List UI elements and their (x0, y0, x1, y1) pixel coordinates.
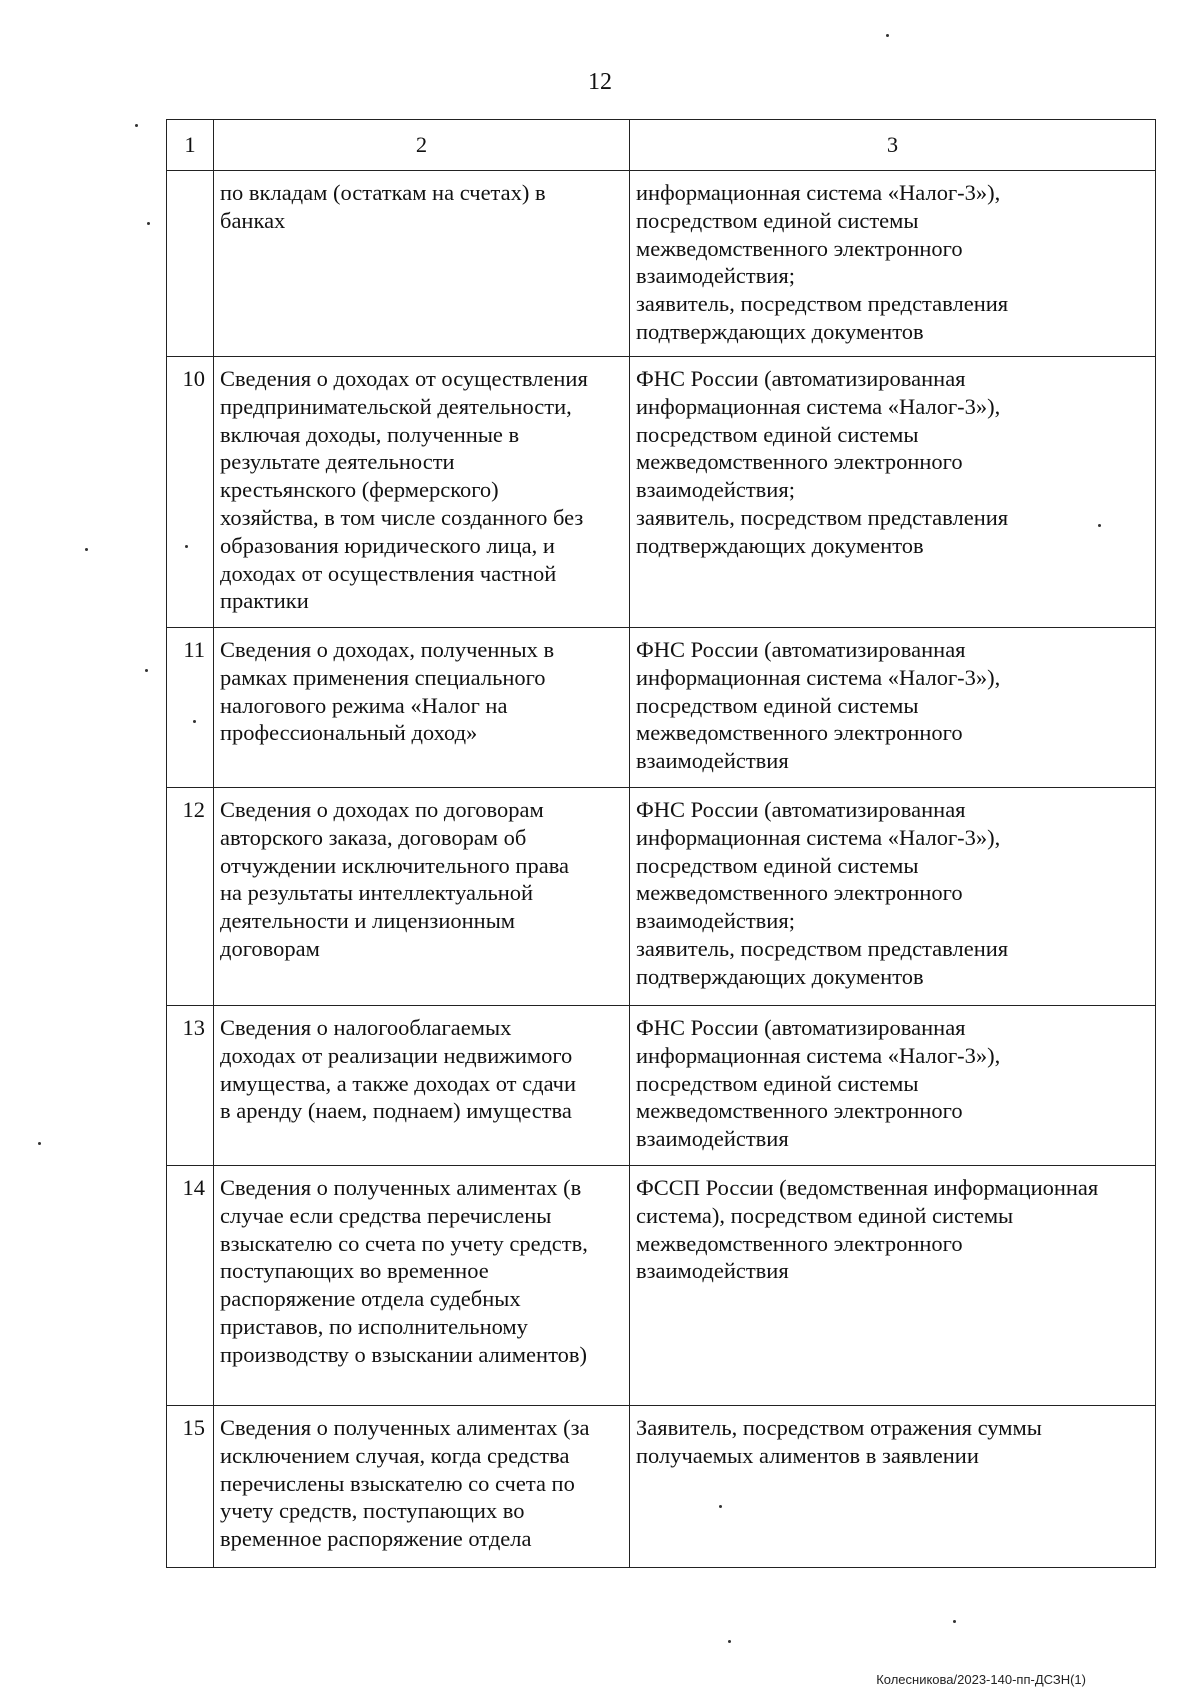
row-number (167, 171, 214, 357)
table-row (167, 628, 1156, 788)
scan-speck (85, 548, 88, 551)
document-footer-ref: Колесникова/2023-140-пп-ДСЗН(1) (876, 1672, 1086, 1687)
header-cell-col-2: 2 (214, 120, 630, 171)
row-info: Сведения о полученных алиментах (за исключением случая, когда средства перечислены взыскателю со счета по учету средств, поступающих во временное распоряжение отдела (214, 1406, 630, 1568)
scan-speck (953, 1620, 956, 1623)
scan-speck (1098, 524, 1101, 527)
scan-speck (38, 1142, 41, 1145)
row-number: 13 (167, 1006, 214, 1166)
header-cell-col-1: 1 (167, 120, 214, 171)
table-row (167, 1166, 1156, 1406)
row-number: 15 (167, 1406, 214, 1568)
table-row (167, 171, 1156, 357)
row-source: информационная система «Налог-3»), посредством единой системы межведомственного электронного взаимодействия; заявитель, посредством представления подтверждающих документов (630, 171, 1156, 357)
row-source: Заявитель, посредством отражения суммы получаемых алиментов в заявлении (630, 1406, 1156, 1568)
row-source: ФНС России (автоматизированная информационная система «Налог-3»), посредством единой системы межведомственного электронного взаимодействия (630, 628, 1156, 788)
row-source: ФССП России (ведомственная информационная система), посредством единой системы межведомственного электронного взаимодействия (630, 1166, 1156, 1406)
row-number: 14 (167, 1166, 214, 1406)
scan-speck (185, 545, 188, 548)
scan-speck (135, 124, 138, 127)
row-number: 10 (167, 357, 214, 628)
header-cell-col-3: 3 (630, 120, 1156, 171)
scan-speck (728, 1640, 731, 1643)
row-source: ФНС России (автоматизированная информационная система «Налог-3»), посредством единой системы межведомственного электронного взаимодействия; заявитель, посредством представления подтверждающих документов (630, 357, 1156, 628)
scan-speck (719, 1505, 722, 1508)
row-number: 11 (167, 628, 214, 788)
row-info: Сведения о полученных алиментах (в случае если средства перечислены взыскателю со счета по учету средств, поступающих во временное распоряжение отдела судебных приставов, по исполнительному производству о взыскании алиментов) (214, 1166, 630, 1406)
scan-speck (145, 669, 148, 672)
table-row (167, 357, 1156, 628)
scan-speck (147, 222, 150, 225)
row-number: 12 (167, 788, 214, 1006)
scan-speck (886, 34, 889, 37)
row-source: ФНС России (автоматизированная информационная система «Налог-3»), посредством единой системы межведомственного электронного взаимодействия; заявитель, посредством представления подтверждающих документов (630, 788, 1156, 1006)
scan-speck (193, 720, 196, 723)
row-source: ФНС России (автоматизированная информационная система «Налог-3»), посредством единой системы межведомственного электронного взаимодействия (630, 1006, 1156, 1166)
row-info: Сведения о доходах, полученных в рамках применения специального налогового режима «Налог на профессиональный доход» (214, 628, 630, 788)
document-table (166, 119, 1156, 1568)
table-row (167, 788, 1156, 1006)
table-row (167, 1406, 1156, 1568)
page-number: 12 (588, 69, 612, 95)
row-info: Сведения о доходах по договорам авторского заказа, договорам об отчуждении исключительного права на результаты интеллектуальной деятельности и лицензионным договорам (214, 788, 630, 1006)
table-header-row (167, 120, 1156, 171)
row-info: Сведения о налогооблагаемых доходах от реализации недвижимого имущества, а также доходах от сдачи в аренду (наем, поднаем) имущества (214, 1006, 630, 1166)
row-info: Сведения о доходах от осуществления предпринимательской деятельности, включая доходы, полученные в результате деятельности крестьянского (фермерского) хозяйства, в том числе созданного без образования юридического лица, и доходах от осуществления частной практики (214, 357, 630, 628)
row-info: по вкладам (остаткам на счетах) в банках (214, 171, 630, 357)
table-row (167, 1006, 1156, 1166)
